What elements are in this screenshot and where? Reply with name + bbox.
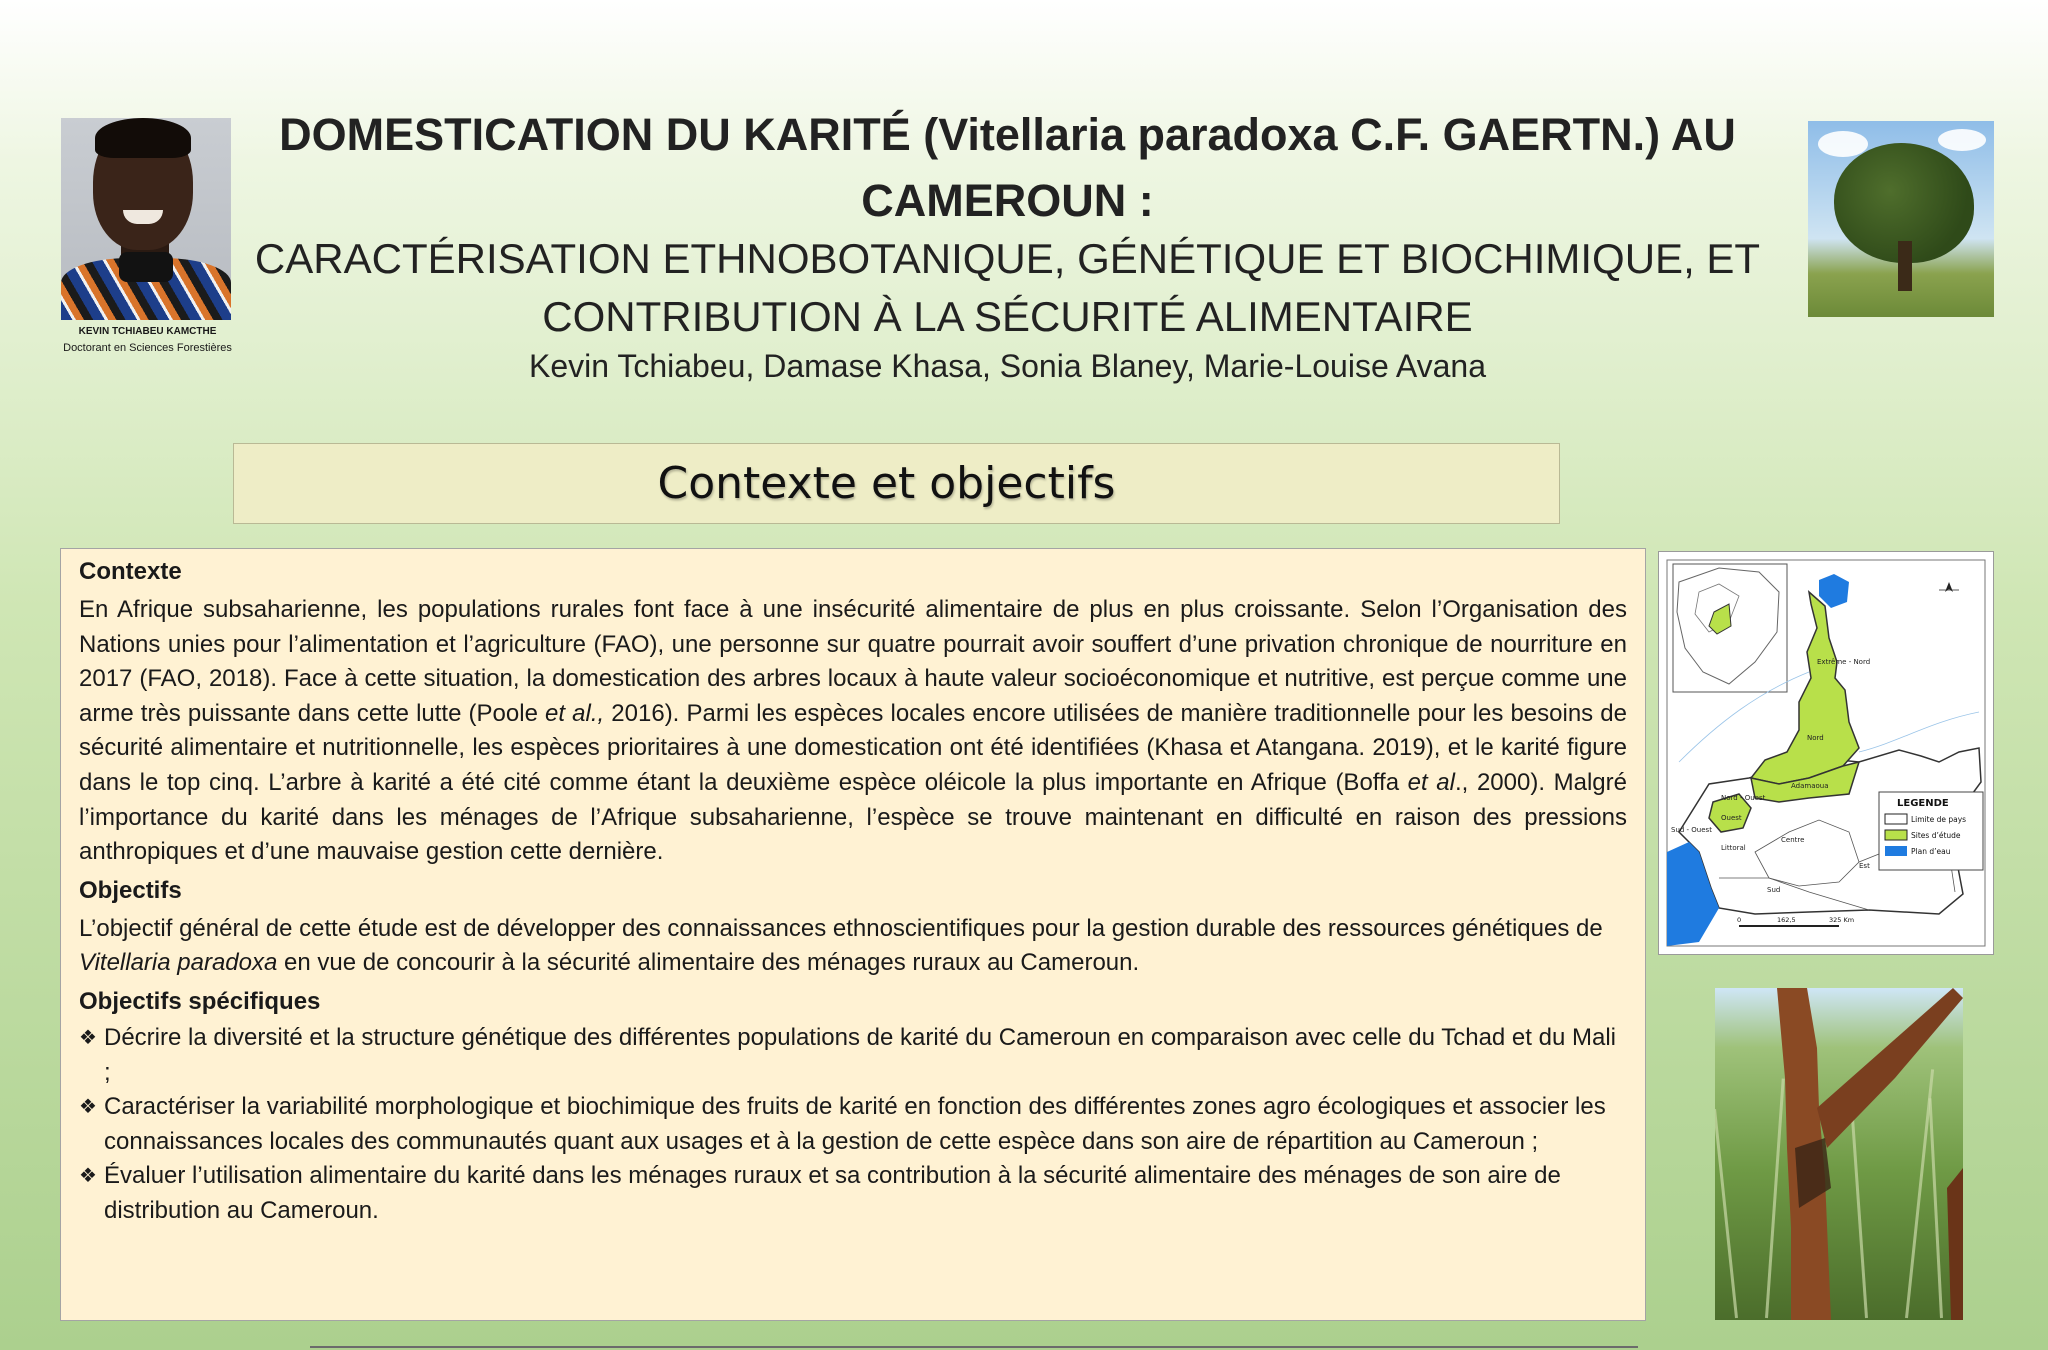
legend-label-country: Limite de pays: [1911, 815, 1967, 824]
context-paragraph: [79, 593, 1627, 870]
list-item: [79, 1021, 1627, 1090]
legend-swatch-country: [1885, 814, 1907, 824]
legend-swatch-sites: [1885, 830, 1907, 840]
legend-title: LEGENDE: [1897, 798, 1949, 809]
context-text-2: 2016). Parmi les espèces locales encore utilisées de manière traditionnelle pour les besoins de sécurité alimentaire et nutritionnelle, les espèces prioritaires à une domestication ont été identifiées (Khasa et Atangana. 2019), et le karité figure dans le top cinq. L’arbre à karité a été cité comme étant la deuxième espèce oléicole la plus importante en Afrique (Boffa: [79, 699, 1627, 796]
objectives-heading: Objectifs: [79, 876, 182, 904]
tree-branch: [1817, 988, 1963, 1148]
context-em-1: et al.,: [545, 699, 605, 727]
label-nord-ouest: Nord - Ouest: [1721, 794, 1766, 802]
label-centre: Centre: [1781, 836, 1805, 844]
study-area-map: [1658, 551, 1994, 955]
bottom-divider: [310, 1346, 1638, 1348]
objectives-text-1: L’objectif général de cette étude est de développer des connaissances ethnoscientifiques pour la gestion durable des ressources génétiques de: [79, 914, 1603, 942]
label-extreme-nord: Extrême - Nord: [1817, 658, 1871, 666]
species-name: Vitellaria paradoxa: [79, 949, 278, 977]
poster-subtitle: CARACTÉRISATION ETHNOBOTANIQUE, GÉNÉTIQUE ET BIOCHIMIQUE, ET CONTRIBUTION À LA SÉCURITÉ ALIMENTAIRE: [254, 235, 1761, 340]
specific-heading: Objectifs spécifiques: [79, 987, 321, 1015]
label-sud: Sud: [1767, 886, 1781, 894]
legend-label-water: Plan d’eau: [1911, 847, 1951, 856]
list-item-text: Décrire la diversité et la structure génétique des différentes populations de karité du Cameroun en comparaison avec celle du Tchad et du Mali ;: [104, 1023, 1616, 1086]
section-title: Contexte et objectifs: [657, 458, 1116, 509]
label-sud-ouest: Sud - Ouest: [1671, 826, 1712, 834]
content-box: [60, 548, 1646, 1321]
scale-label-0: 0: [1737, 916, 1742, 924]
label-nord: Nord: [1807, 734, 1824, 742]
objectives-text-2: en vue de concourir à la sécurité alimentaire des ménages ruraux au Cameroun.: [277, 949, 1140, 977]
context-em-2: et al: [1407, 768, 1455, 796]
poster-title: DOMESTICATION DU KARITÉ (Vitellaria paradoxa C.F. GAERTN.) AU CAMEROUN :: [279, 109, 1736, 226]
shea-trunk-photo: [1715, 988, 1963, 1320]
section-header: [233, 443, 1560, 524]
objectives-paragraph: [79, 912, 1627, 981]
second-trunk: [1947, 1168, 1963, 1320]
scale-label-end: 325 Km: [1829, 916, 1855, 924]
label-littoral: Littoral: [1721, 844, 1746, 852]
list-item: [79, 1090, 1627, 1159]
presenter-name: KEVIN TCHIABEU KAMCTHE: [78, 326, 217, 337]
diamond-bullet-icon: ❖: [79, 1096, 97, 1119]
presenter-photo: [61, 118, 231, 320]
legend-swatch-water: [1885, 846, 1907, 856]
label-ouest: Ouest: [1721, 814, 1742, 822]
label-adamaoua: Adamaoua: [1791, 782, 1829, 790]
context-text-1: En Afrique subsaharienne, les populations rurales font face à une insécurité alimentaire de plus en plus croissante. Selon l’Organisation des Nations unies pour l’alimentation et l’agriculture (FAO), une personne sur quatre pourrait avoir souffert d’une privation chronique de nourriture en 2017 (FAO, 2018). Face à cette situation, la domestication des arbres locaux à haute valeur socioéconomique et nutritive, est perçue comme une arme très puissante dans cette lutte (Poole: [79, 596, 1627, 727]
scale-label-mid: 162,5: [1777, 916, 1796, 924]
list-item: [79, 1159, 1627, 1228]
legend-label-sites: Sites d’étude: [1911, 831, 1961, 840]
shea-tree-photo: [1808, 121, 1994, 317]
map-svg: [1659, 552, 1993, 954]
presenter-role: Doctorant en Sciences Forestières: [63, 342, 232, 354]
diamond-bullet-icon: ❖: [79, 1026, 97, 1049]
list-item-text: Caractériser la variabilité morphologique et biochimique des fruits de karité en fonction des différentes zones agro écologiques et associer les connaissances locales des communautés quant aux usages et à la gestion de cette espèce dans son aire de répartition au Cameroun ;: [104, 1093, 1606, 1155]
poster-authors: Kevin Tchiabeu, Damase Khasa, Sonia Blaney, Marie-Louise Avana: [528, 348, 1487, 384]
label-est: Est: [1859, 862, 1870, 870]
diamond-bullet-icon: ❖: [79, 1165, 97, 1188]
trunk-svg: [1715, 988, 1963, 1320]
context-heading: Contexte: [79, 558, 182, 585]
list-item-text: Évaluer l’utilisation alimentaire du karité dans les ménages ruraux et sa contribution à la sécurité alimentaire des ménages de son aire de distribution au Cameroun.: [104, 1162, 1561, 1224]
specific-objectives-list: [79, 1021, 1627, 1229]
context-text-3: ., 2000). Malgré l’importance du karité dans les ménages de l’Afrique subsaharienne, l’espèce se trouve maintenant en difficulté en raison des pressions anthropiques et d’une mauvaise gestion cette dernière.: [79, 768, 1627, 866]
